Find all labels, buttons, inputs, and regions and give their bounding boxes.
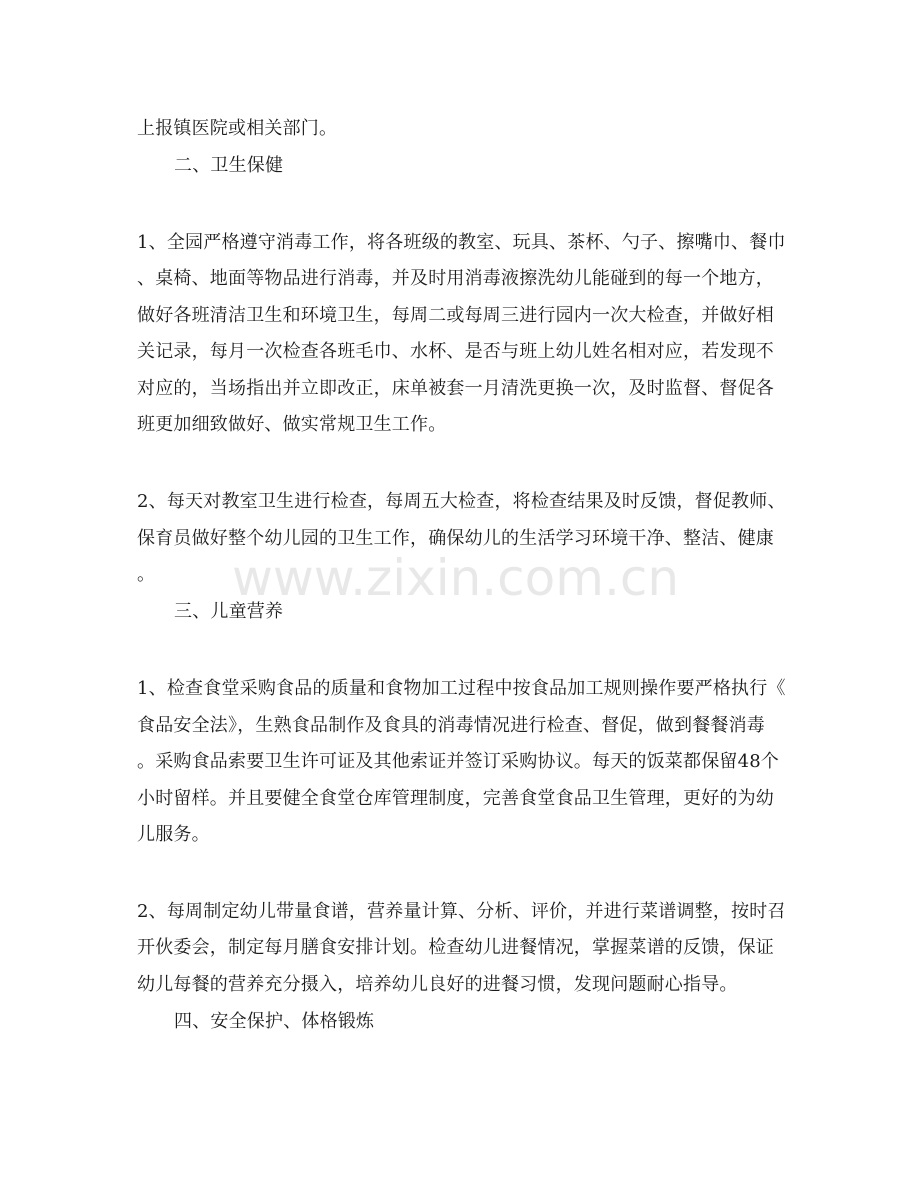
section-heading-4: 四、安全保护、体格锻炼 [174, 1011, 375, 1032]
text-line: 做好各班清洁卫生和环境卫生，每周二或每周三进行园内一次大检查，并做好相 [137, 305, 774, 326]
section-heading-2: 二、卫生保健 [174, 155, 284, 176]
text-line: 幼儿每餐的营养充分摄入，培养幼儿良好的进餐习惯，发现问题耐心指导。 [137, 974, 738, 995]
watermark: www.zixin.com.cn [232, 549, 680, 607]
text-line: 班更加细致做好、做实常规卫生工作。 [137, 414, 447, 435]
text-line: 食品安全法》，生熟食品制作及食具的消毒情况进行检查、督促，做到餐餐消毒 [137, 715, 765, 736]
text-line: 儿服务。 [137, 824, 210, 845]
section-heading-3: 三、儿童营养 [174, 601, 284, 622]
text-line: 小时留样。并且要健全食堂仓库管理制度，完善食堂食品卫生管理，更好的为幼 [137, 788, 774, 809]
text-line: 、桌椅、地面等物品进行消毒，并及时用消毒液擦洗幼儿能碰到的每一个地方， [137, 268, 774, 289]
text-line: 关记录，每月一次检查各班毛巾、水杯、是否与班上幼儿姓名相对应，若发现不 [137, 341, 774, 362]
text-line: 开伙委会，制定每月膳食安排计划。检查幼儿进餐情况，掌握菜谱的反馈，保证 [137, 937, 774, 958]
text-line: 上报镇医院或相关部门。 [137, 118, 338, 139]
text-line: 保育员做好整个幼儿园的卫生工作，确保幼儿的生活学习环境干净、整洁、健康 [137, 528, 774, 549]
text-line: 2、每周制定幼儿带量食谱，营养量计算、分析、评价，并进行菜谱调整，按时召 [137, 901, 786, 922]
text-line: 2、每天对教室卫生进行检查，每周五大检查，将检查结果及时反馈，督促教师、 [137, 491, 786, 512]
text-line: 1、检查食堂采购食品的质量和食物加工过程中按食品加工规则操作要严格执行《 [137, 678, 786, 699]
text-line: 。采购食品索要卫生许可证及其他索证并签订采购协议。每天的饭菜都保留48个 [137, 751, 780, 772]
text-line: 。 [137, 564, 156, 585]
text-line: 1、全园严格遵守消毒工作，将各班级的教室、玩具、茶杯、勺子、擦嘴巾、餐巾 [137, 232, 786, 253]
text-line: 对应的，当场指出并立即改正，床单被套一月清洗更换一次，及时监督、督促各 [137, 378, 774, 399]
